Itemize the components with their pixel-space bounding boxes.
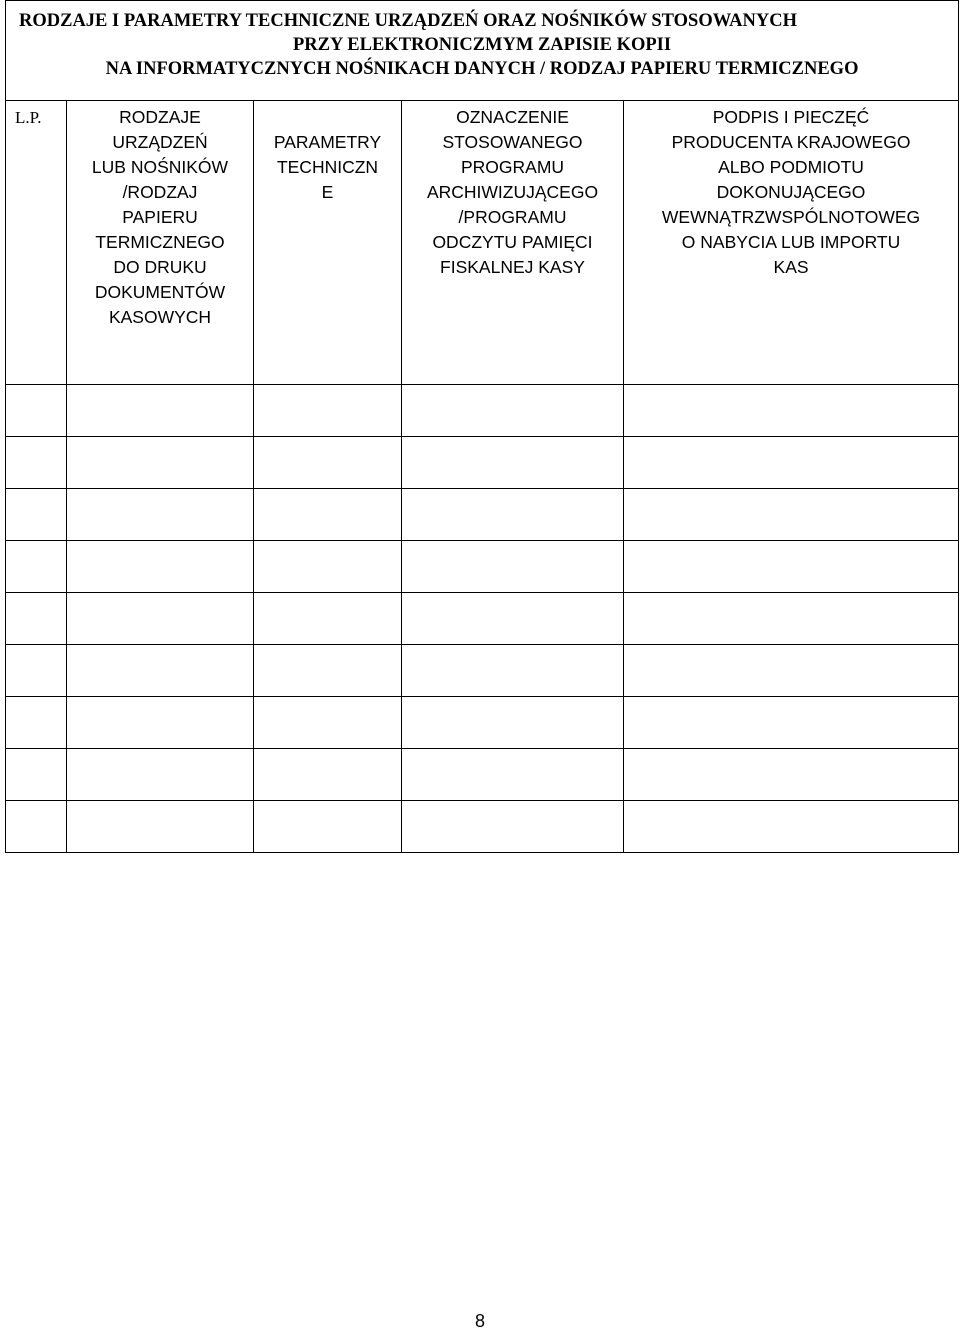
header-line: KAS [773, 257, 809, 277]
header-line: RODZAJE [119, 107, 201, 127]
table-row [6, 749, 959, 801]
table-cell[interactable] [402, 437, 624, 489]
header-line: PODPIS I PIECZĘĆ [712, 107, 870, 127]
table-cell[interactable] [67, 593, 254, 645]
header-line: O NABYCIA LUB IMPORTU [681, 232, 901, 252]
table-cell[interactable] [624, 697, 959, 749]
header-line: DO DRUKU [113, 257, 207, 277]
table-cell[interactable] [402, 645, 624, 697]
table-cell[interactable] [67, 385, 254, 437]
table-cell[interactable] [402, 541, 624, 593]
table-cell[interactable] [402, 385, 624, 437]
table-cell[interactable] [6, 593, 67, 645]
table-cell[interactable] [402, 489, 624, 541]
title-line-3: NA INFORMATYCZNYCH NOŚNIKACH DANYCH / RODZAJ PAPIERU TERMICZNEGO [105, 59, 859, 79]
table-cell[interactable] [254, 437, 402, 489]
table-cell[interactable] [67, 645, 254, 697]
table-row [6, 385, 959, 437]
table-cell[interactable] [254, 489, 402, 541]
header-line: FISKALNEJ KASY [440, 257, 585, 277]
table-row [6, 541, 959, 593]
table-cell[interactable] [624, 541, 959, 593]
header-line: KASOWYCH [108, 307, 212, 327]
table-cell[interactable] [6, 749, 67, 801]
table-row [6, 645, 959, 697]
header-line: PRODUCENTA KRAJOWEGO [671, 132, 911, 152]
table-cell[interactable] [624, 801, 959, 853]
table-cell[interactable] [6, 385, 67, 437]
table-cell[interactable] [6, 697, 67, 749]
header-line: DOKONUJĄCEGO [716, 182, 866, 202]
header-device-type [67, 101, 254, 385]
header-line: ODCZYTU PAMIĘCI [432, 232, 593, 252]
header-line: /RODZAJ [122, 182, 198, 202]
table-row [6, 697, 959, 749]
table-cell[interactable] [624, 645, 959, 697]
header-line: E [321, 182, 334, 202]
header-technical-parameters [254, 101, 402, 385]
table-cell[interactable] [6, 645, 67, 697]
column-header-row [6, 101, 959, 385]
header-signature-stamp [624, 101, 959, 385]
table-cell[interactable] [6, 801, 67, 853]
header-line: PAPIERU [122, 207, 198, 227]
header-line: LUB NOŚNIKÓW [91, 157, 229, 177]
table-cell[interactable] [254, 541, 402, 593]
table-row [6, 437, 959, 489]
header-line: DOKUMENTÓW [94, 282, 226, 302]
header-line: PARAMETRY [273, 132, 382, 152]
table-cell[interactable] [254, 697, 402, 749]
table-cell[interactable] [402, 749, 624, 801]
table-cell[interactable] [254, 801, 402, 853]
register-table [5, 0, 959, 853]
header-line: OZNACZENIE [456, 107, 569, 127]
header-lp-label: L.P. [15, 108, 42, 127]
header-line: TECHNICZN [276, 157, 379, 177]
table-cell[interactable] [254, 645, 402, 697]
table-cell[interactable] [402, 593, 624, 645]
table-cell[interactable] [402, 801, 624, 853]
table-cell[interactable] [254, 749, 402, 801]
header-line: ALBO PODMIOTU [718, 157, 864, 177]
header-line: STOSOWANEGO [442, 132, 583, 152]
table-cell[interactable] [67, 489, 254, 541]
table-cell[interactable] [254, 593, 402, 645]
header-line: ARCHIWIZUJĄCEGO [426, 182, 599, 202]
table-cell[interactable] [254, 385, 402, 437]
table-cell[interactable] [624, 593, 959, 645]
header-program-designation [402, 101, 624, 385]
table-cell[interactable] [67, 437, 254, 489]
table-cell[interactable] [624, 385, 959, 437]
header-line: /PROGRAMU [458, 207, 567, 227]
header-line: WEWNĄTRZWSPÓLNOTOWEG [661, 207, 921, 227]
table-cell[interactable] [67, 541, 254, 593]
table-body [6, 385, 959, 853]
table-cell[interactable] [67, 749, 254, 801]
table-row [6, 489, 959, 541]
table-cell[interactable] [67, 697, 254, 749]
table-row [6, 593, 959, 645]
page-number: 8 [474, 1311, 485, 1331]
table-cell[interactable] [67, 801, 254, 853]
header-line: PROGRAMU [460, 157, 565, 177]
table-cell[interactable] [6, 489, 67, 541]
header-line: URZĄDZEŃ [112, 132, 208, 152]
table-cell[interactable] [6, 437, 67, 489]
table-cell[interactable] [402, 697, 624, 749]
document-title [6, 1, 959, 101]
title-line-1: RODZAJE I PARAMETRY TECHNICZNE URZĄDZEŃ ORAZ NOŚNIKÓW STOSOWANYCH [19, 11, 798, 31]
table-cell[interactable] [6, 541, 67, 593]
table-cell[interactable] [624, 749, 959, 801]
table-cell[interactable] [624, 489, 959, 541]
header-lp [6, 101, 67, 385]
title-line-2: PRZY ELEKTRONICZMYM ZAPISIE KOPII [292, 35, 672, 55]
header-line: TERMICZNEGO [95, 232, 225, 252]
table-cell[interactable] [624, 437, 959, 489]
table-row [6, 801, 959, 853]
